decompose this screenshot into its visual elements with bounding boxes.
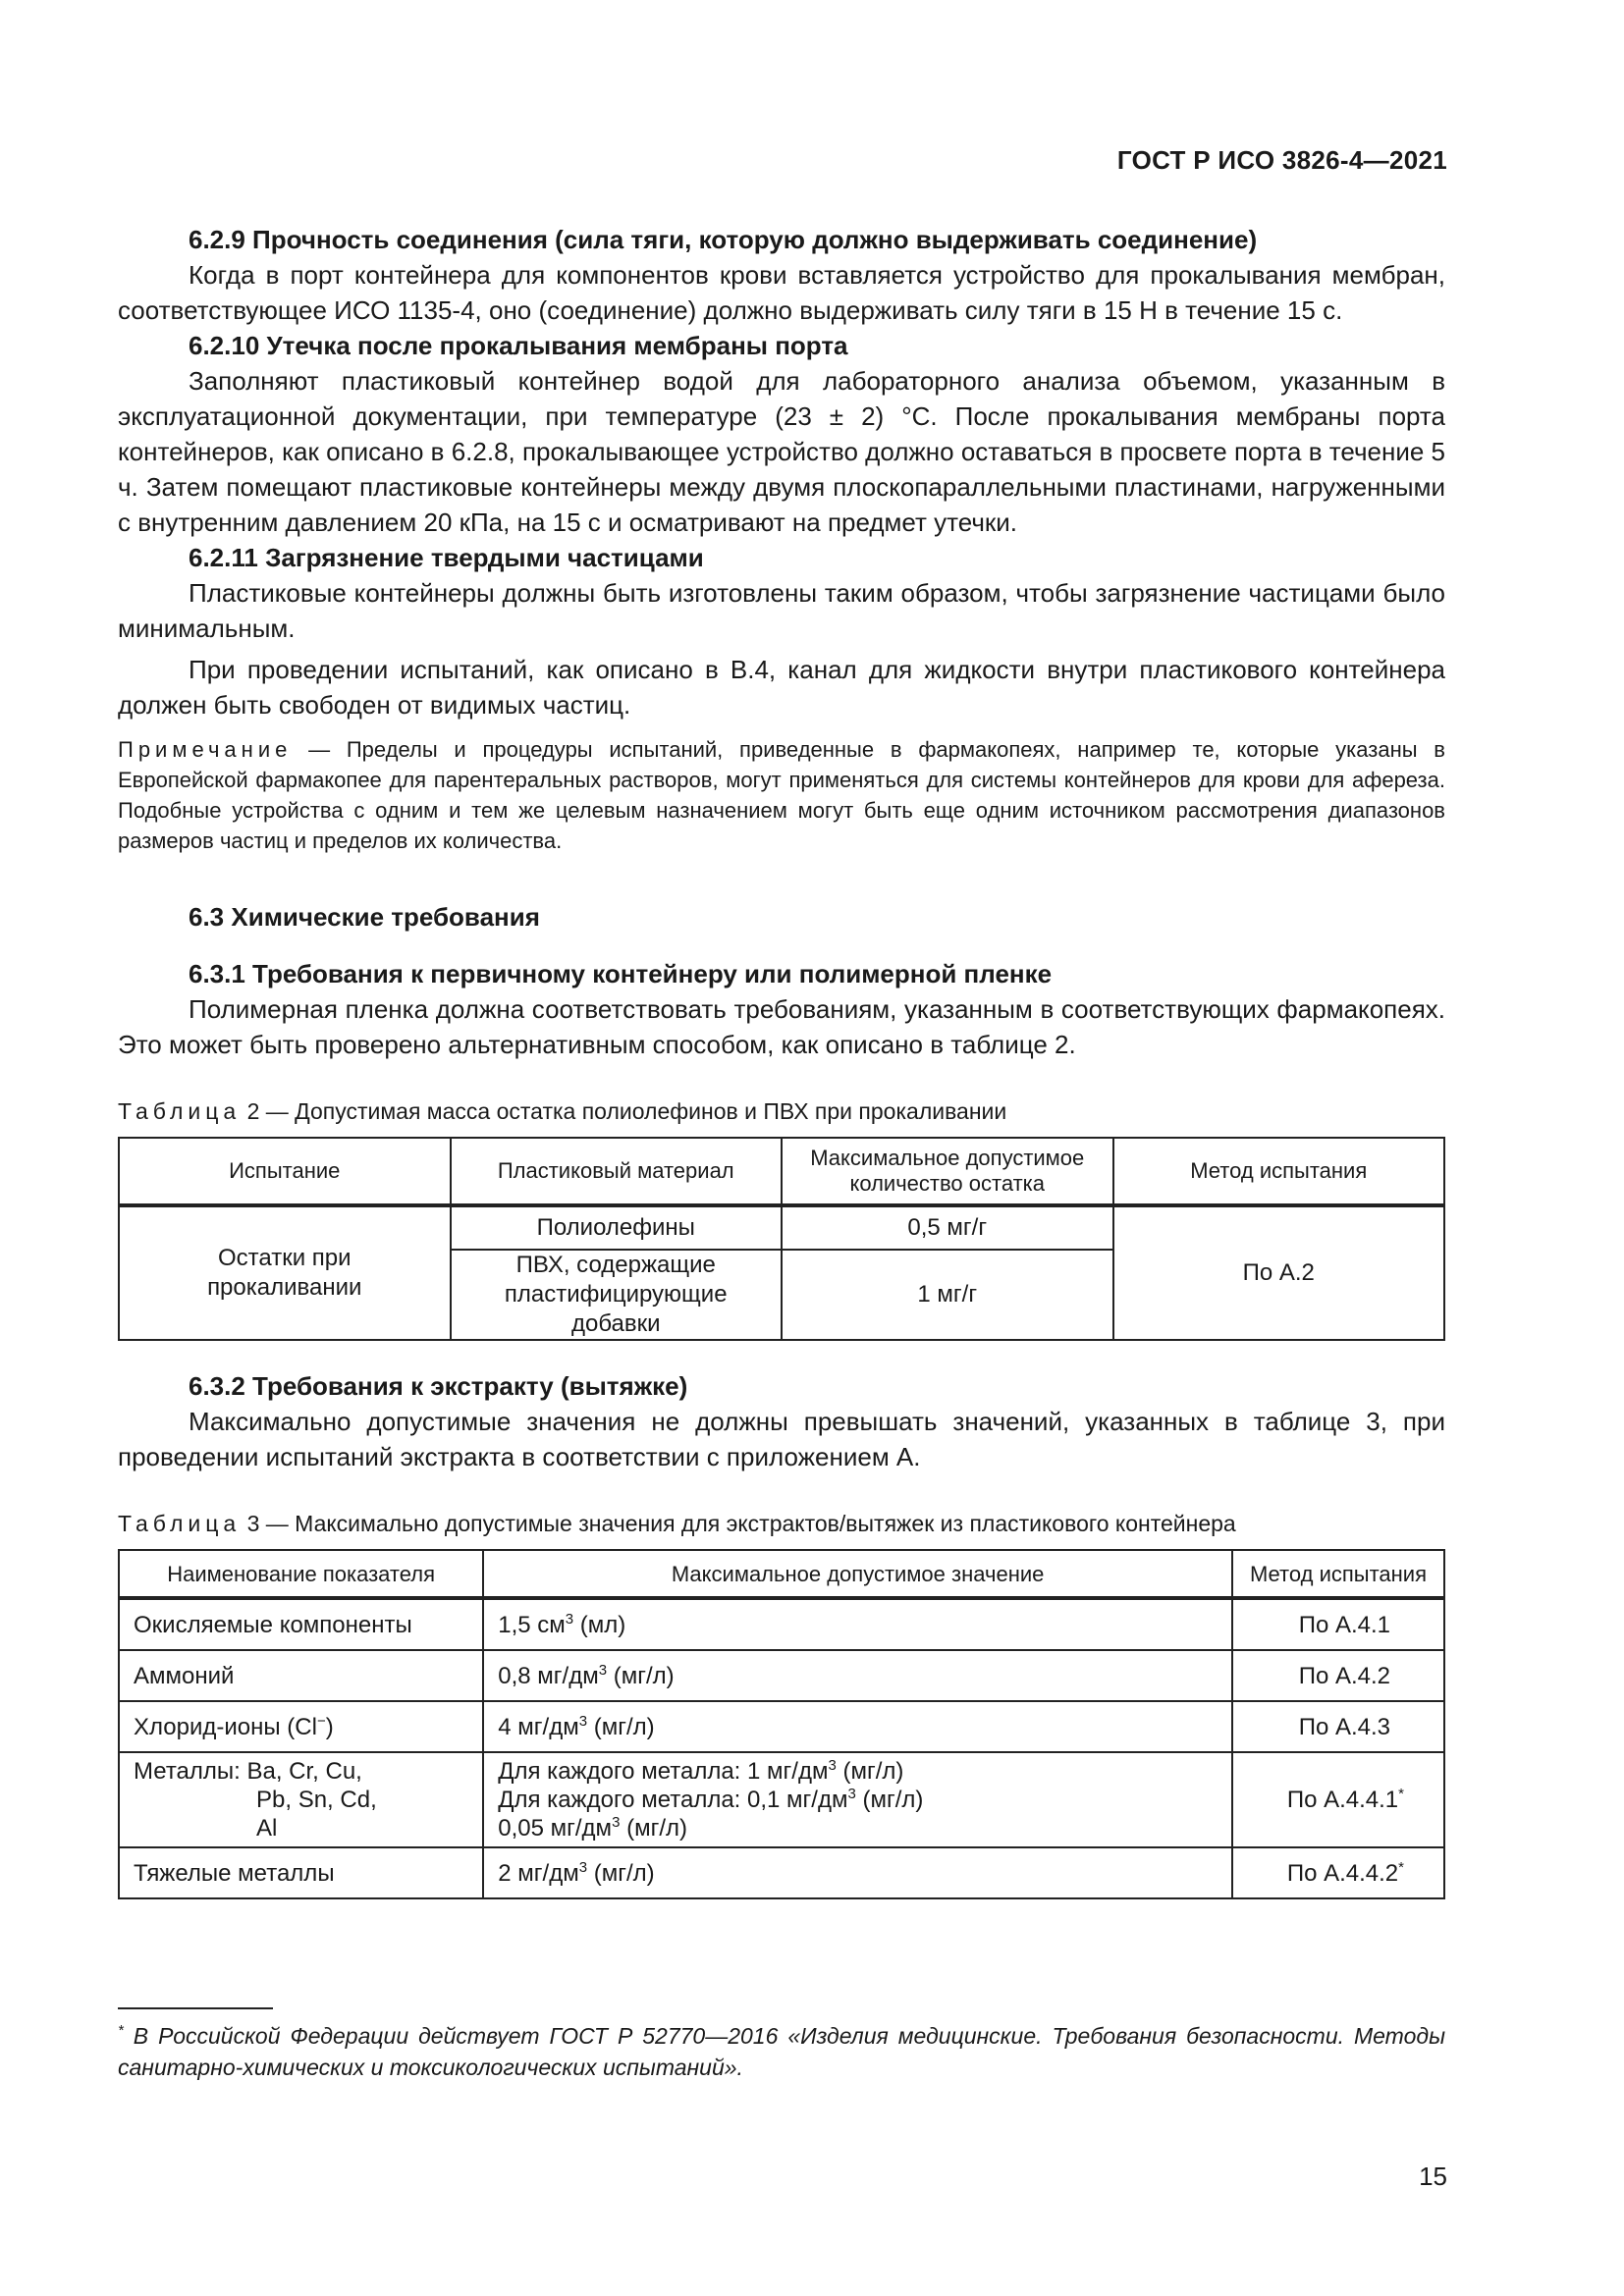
table-row <box>119 1598 1444 1650</box>
table-2-header-test: Испытание <box>119 1138 451 1205</box>
footnote-divider <box>118 2007 273 2009</box>
table-3-method-cell: По А.4.3 <box>1232 1701 1444 1752</box>
table-2-material-cell: ПВХ, содержащие пластифицирующие добавки <box>451 1250 783 1340</box>
table-3-value-cell: 2 $мг/дм^3$ (мг/л) <box>483 1847 1232 1898</box>
table-2 <box>118 1137 1445 1341</box>
table-2-header-material: Пластиковый материал <box>451 1138 783 1205</box>
note-paragraph <box>118 734 1445 856</box>
table-2-residue-cell: 0,5 мг/г <box>782 1205 1113 1250</box>
section-6-2-11-paragraph-2: При проведении испытаний, как описано в В.4, канал для жидкости внутри пластикового контейнера должен быть свободен от видимых частиц. <box>118 655 1445 720</box>
table-2-residue-cell: 1 мг/г <box>782 1250 1113 1340</box>
table-3-header-row <box>119 1550 1444 1598</box>
table-3-caption-text: 3 — Максимально допустимые значения для экстрактов/вытяжек из пластикового контейнера <box>241 1511 1236 1536</box>
table-3-method-cell: По А.4.4.2* <box>1232 1847 1444 1898</box>
section-6-2-9-heading: 6.2.9 Прочность соединения (сила тяги, которую должно выдерживать соединение) <box>189 225 1258 254</box>
table-3-value-cell: 4 $мг/дм^3$ (мг/л) <box>483 1701 1232 1752</box>
section-6-3-heading: 6.3 Химические требования <box>189 902 540 932</box>
section-6-3-1-text: Полимерная пленка должна соответствовать требованиям, указанным в соответствующих фармакопеях. Это может быть проверено альтернативным способом, как описано в таблице 2. <box>118 994 1445 1059</box>
table-row <box>119 1752 1444 1847</box>
table-2-header-residue: Максимальное допустимое количество остатка <box>782 1138 1113 1205</box>
footnote-mark: * <box>118 2022 124 2039</box>
table-row <box>119 1650 1444 1701</box>
table-2-material-cell: Полиолефины <box>451 1205 783 1250</box>
table-3-name-cell: Металлы: Ba, Cr, Cu, Pb, Sn, Cd, Al <box>119 1752 483 1847</box>
section-6-3-1-heading: 6.3.1 Требования к первичному контейнеру или полимерной пленке <box>189 959 1053 988</box>
table-3-caption-label: Таблица <box>118 1511 242 1536</box>
table-3-header-value: Максимальное допустимое значение <box>483 1550 1232 1598</box>
table-2-header-method: Метод испытания <box>1113 1138 1445 1205</box>
table-3-name-cell: Аммоний <box>119 1650 483 1701</box>
table-2-method-cell: По А.2 <box>1113 1205 1445 1340</box>
section-6-2-10-text: Заполняют пластиковый контейнер водой для лабораторного анализа объемом, указанным в эксплуатационной документации, при температуре (23 ± 2) °С. После прокалывания мембраны порта контейнеров, как описано в 6.2.8, прокалывающее устройство должно оставаться в просвете порта в течение 5 ч. Затем помещают пластиковые контейнеры между двумя плоскопараллельными пластинами, нагруженными с внутренним давлением 20 кПа, на 15 с и осматривают на предмет утечки. <box>118 366 1445 537</box>
table-3-caption <box>118 1506 1445 1541</box>
note-label: Примечание <box>118 737 293 762</box>
footnote-text: В Российской Федерации действует ГОСТ Р 52770—2016 «Изделия медицинские. Требования безопасности. Методы санитарно-химических и токсикологических испытаний». <box>118 2023 1445 2080</box>
table-3-method-cell: По А.4.4.1* <box>1232 1752 1444 1847</box>
note-text: — Пределы и процедуры испытаний, приведенные в фармакопеях, например те, которые указаны в Европейской фармакопее для парентеральных растворов, могут применяться для системы контейнеров для крови для афереза. Подобные устройства с одним и тем же целевым назначением могут быть еще одним источником рассмотрения диапазонов размеров частиц и пределов их количества. <box>118 737 1445 853</box>
table-2-caption <box>118 1094 1445 1129</box>
table-row <box>119 1847 1444 1898</box>
table-2-test-cell: Остатки при прокаливании <box>119 1205 451 1340</box>
table-3-value-cell: Для каждого металла: 1 $мг/дм^3$ (мг/л) Для каждого металла: 0,1 $мг/дм^3$ (мг/л) 0,05 $мг/дм^3$ (мг/л) <box>483 1752 1232 1847</box>
table-3-method-cell: По А.4.2 <box>1232 1650 1444 1701</box>
table-3-method-cell: По А.4.1 <box>1232 1598 1444 1650</box>
document-body <box>118 222 1445 1899</box>
section-6-3-2-heading: 6.3.2 Требования к экстракту (вытяжке) <box>189 1371 688 1401</box>
section-6-2-9-text: Когда в порт контейнера для компонентов крови вставляется устройство для прокалывания мембран, соответствующее ИСО 1135-4, оно (соединение) должно выдерживать силу тяги в 15 Н в течение 15 с. <box>118 260 1445 325</box>
table-3-value-cell: 0,8 $мг/дм^3$ (мг/л) <box>483 1650 1232 1701</box>
section-6-3-2-text: Максимально допустимые значения не должны превышать значений, указанных в таблице 3, при проведении испытаний экстракта в соответствии с приложением А. <box>118 1407 1445 1471</box>
table-2-caption-label: Таблица <box>118 1098 242 1124</box>
table-2-header-row <box>119 1138 1444 1205</box>
page-number: 15 <box>1419 2162 1447 2191</box>
table-2-caption-text: 2 — Допустимая масса остатка полиолефинов и ПВХ при прокаливании <box>241 1098 1007 1124</box>
section-6-2-10-heading: 6.2.10 Утечка после прокалывания мембраны порта <box>189 331 848 360</box>
footnote <box>118 2020 1445 2083</box>
table-row <box>119 1701 1444 1752</box>
table-3-name-cell: Хлорид-ионы (Cl−) <box>119 1701 483 1752</box>
table-3-name-cell: Тяжелые металлы <box>119 1847 483 1898</box>
section-6-2-11-heading: 6.2.11 Загрязнение твердыми частицами <box>189 543 704 572</box>
table-3-header-name: Наименование показателя <box>119 1550 483 1598</box>
document-header-id: ГОСТ Р ИСО 3826-4—2021 <box>1116 145 1447 175</box>
table-3-value-cell: 1,5 $см^3$ (мл) <box>483 1598 1232 1650</box>
section-6-2-11-paragraph-1: Пластиковые контейнеры должны быть изготовлены таким образом, чтобы загрязнение частицами было минимальным. <box>118 578 1445 643</box>
table-3-name-cell: Окисляемые компоненты <box>119 1598 483 1650</box>
table-row <box>119 1205 1444 1250</box>
table-3 <box>118 1549 1445 1899</box>
table-3-header-method: Метод испытания <box>1232 1550 1444 1598</box>
